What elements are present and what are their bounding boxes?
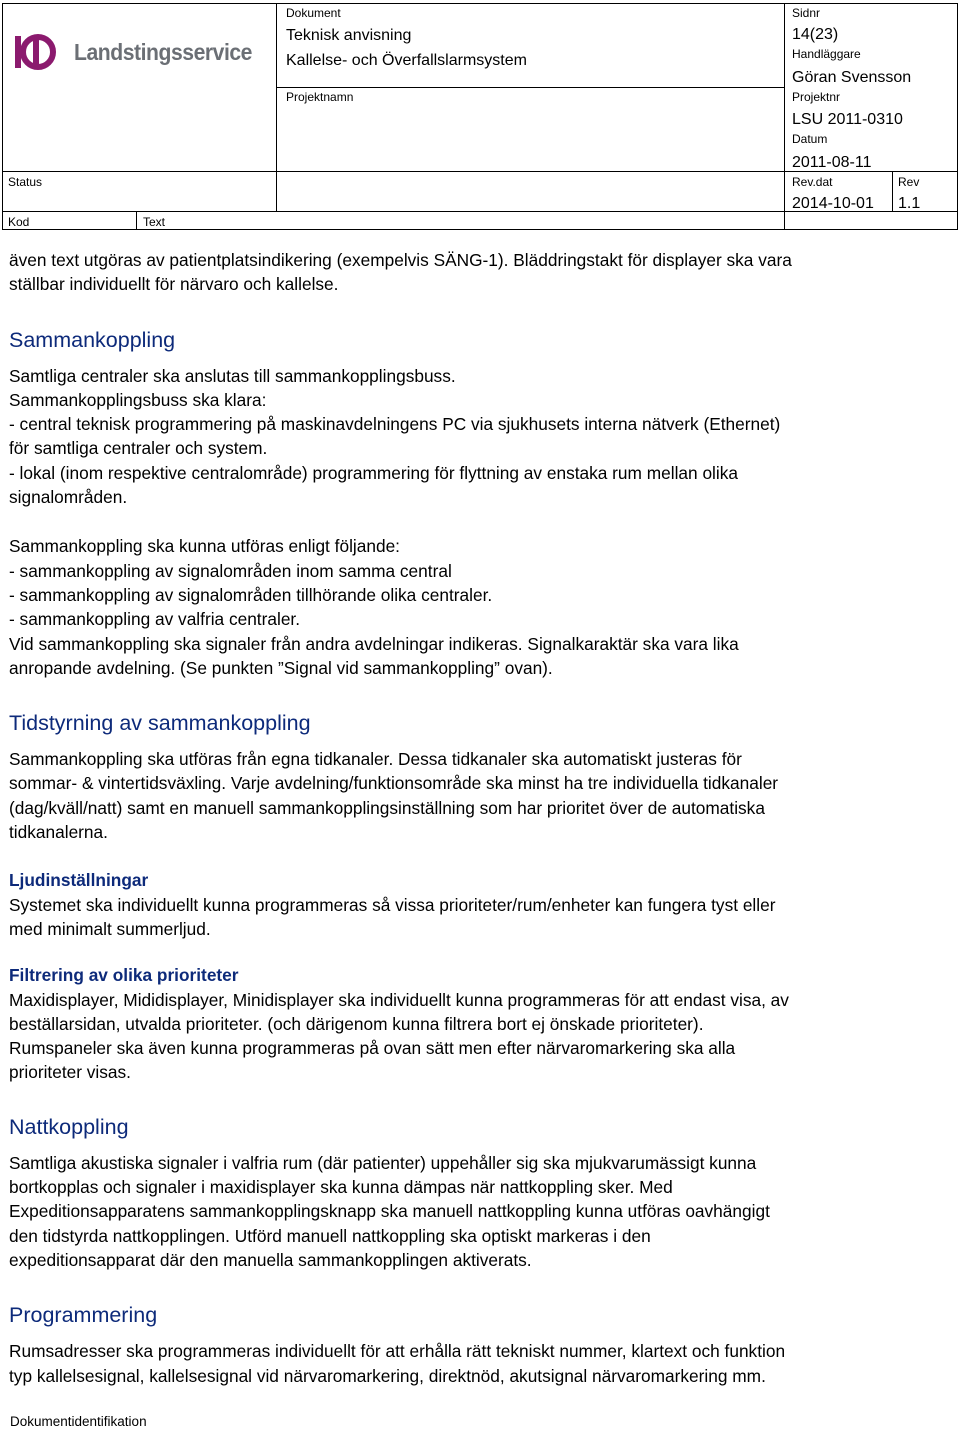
heading-filtrering: Filtrering av olika prioriteter: [9, 965, 239, 986]
dokument-label: Dokument: [286, 6, 341, 20]
body-line: Samtliga akustiska signaler i valfria rum (där patienter) uppehåller sig ska mjukvarumässigt kunna: [9, 1152, 757, 1173]
intro-line: ställbar individuellt för närvaro och kallelse.: [9, 274, 339, 295]
handlaggare-label: Handläggare: [792, 47, 861, 61]
rev-label: Rev: [898, 175, 920, 189]
body-line: Vid sammankoppling ska signaler från andra avdelningar indikeras. Signalkaraktär ska vara lika: [9, 633, 739, 654]
body-line: Sammankoppling ska utföras från egna tidkanaler. Dessa tidkanaler ska automatiskt justeras för: [9, 749, 742, 770]
body-line: - sammankoppling av signalområden inom samma central: [9, 560, 452, 581]
body-line: med minimalt summerljud.: [9, 918, 211, 939]
body-line: sommar- & vintertidsväxling. Varje avdelning/funktionsområde ska minst ha tre individuella tidkanaler: [9, 773, 779, 794]
rev-value: 1.1: [898, 195, 921, 212]
body-line: signalområden.: [9, 487, 128, 508]
revdat-value: 2014-10-01: [792, 195, 874, 212]
body-line: tidkanalerna.: [9, 822, 108, 843]
body-line: typ kallelsesignal, kallelsesignal vid närvaromarkering, direktnöd, akutsignal närvaromarkering mm.: [9, 1365, 766, 1386]
body-line: Systemet ska individuellt kunna programmeras så vissa prioriteter/rum/enheter kan fungera tyst eller: [9, 894, 776, 915]
body-line: expeditionsapparat där den manuella sammankopplingen aktiverats.: [9, 1249, 532, 1270]
body-line: Sammankopplingsbuss ska klara:: [9, 389, 267, 410]
logo-text: Landstingsservice: [74, 39, 252, 65]
datum-label: Datum: [792, 132, 828, 146]
kod-label: Kod: [8, 215, 30, 229]
body-line: - sammankoppling av valfria centraler.: [9, 609, 301, 630]
body-line: - lokal (inom respektive centralområde) programmering för flyttning av enstaka rum mellan olika: [9, 462, 738, 483]
text-label: Text: [143, 215, 166, 229]
landstingsservice-logo: [14, 33, 252, 73]
document-header: [0, 0, 960, 232]
body-line: Maxidisplayer, Mididisplayer, Minidisplayer ska individuellt kunna programmeras för att endast visa, av: [9, 989, 789, 1010]
body-line: - central teknisk programmering på maskinavdelningens PC via sjukhusets interna nätverk (Ethernet): [9, 414, 781, 435]
body-line: Sammankoppling ska kunna utföras enligt följande:: [9, 536, 400, 557]
body-line: för samtliga centraler och system.: [9, 438, 268, 459]
heading-ljudinstallningar: Ljudinställningar: [9, 870, 149, 891]
heading-nattkoppling: Nattkoppling: [9, 1114, 129, 1139]
body-line: (dag/kväll/natt) samt en manuell sammankopplingsinställning som har prioritet över de automatiska: [9, 797, 765, 818]
body-line: prioriteter visas.: [9, 1062, 131, 1083]
document-body: [9, 248, 951, 1388]
footer-dokumentidentifikation: Dokumentidentifikation: [10, 1414, 147, 1429]
body-line: Expeditionsapparatens sammankopplingsknapp ska manuell nattkoppling kunna utföras oavhängigt: [9, 1201, 770, 1222]
handlaggare-value: Göran Svensson: [792, 69, 912, 86]
projektnr-label: Projektnr: [792, 90, 841, 104]
logo-mark-icon: [14, 33, 58, 71]
body-line: - sammankoppling av signalområden tillhörande olika centraler.: [9, 584, 493, 605]
body-line: Rumsadresser ska programmeras individuellt för att erhålla rätt tekniskt nummer, klartext och funktion: [9, 1341, 786, 1362]
sidnr-value: 14(23): [792, 26, 839, 43]
body-line: beställarsidan, utvalda prioriteter. (och därigenom kunna filtrera bort ej önskade prioriteter).: [9, 1013, 704, 1034]
status-label: Status: [8, 175, 43, 189]
projektnr-value: LSU 2011-0310: [792, 111, 903, 128]
projektnamn-label: Projektnamn: [286, 90, 354, 104]
intro-line: även text utgöras av patientplatsindikering (exempelvis SÄNG-1). Bläddringstakt för displayer ska vara: [9, 250, 792, 270]
heading-sammankoppling: Sammankoppling: [9, 327, 176, 352]
body-line: anropande avdelning. (Se punkten ”Signal vid sammankoppling” ovan).: [9, 657, 553, 678]
body-line: bortkopplas och signaler i maxidisplayer ska kunna dämpas när nattkoppling sker. Med: [9, 1177, 673, 1198]
body-line: Rumspaneler ska även kunna programmeras på ovan sätt men efter närvaromarkering ska alla: [9, 1038, 736, 1059]
heading-programmering: Programmering: [9, 1303, 158, 1328]
datum-value: 2011-08-11: [792, 154, 872, 171]
body-line: Samtliga centraler ska anslutas till sammankopplingsbuss.: [9, 365, 456, 386]
body-line: den tidstyrda nattkopplingen. Utförd manuell nattkoppling ska optiskt markeras i den: [9, 1225, 651, 1246]
sidnr-label: Sidnr: [792, 6, 821, 20]
heading-tidstyrning: Tidstyrning av sammankoppling: [9, 711, 311, 736]
revdat-label: Rev.dat: [792, 175, 833, 189]
dokument-subtitle: Kallelse- och Överfallslarmsystem: [286, 52, 527, 69]
dokument-title: Teknisk anvisning: [286, 27, 412, 44]
